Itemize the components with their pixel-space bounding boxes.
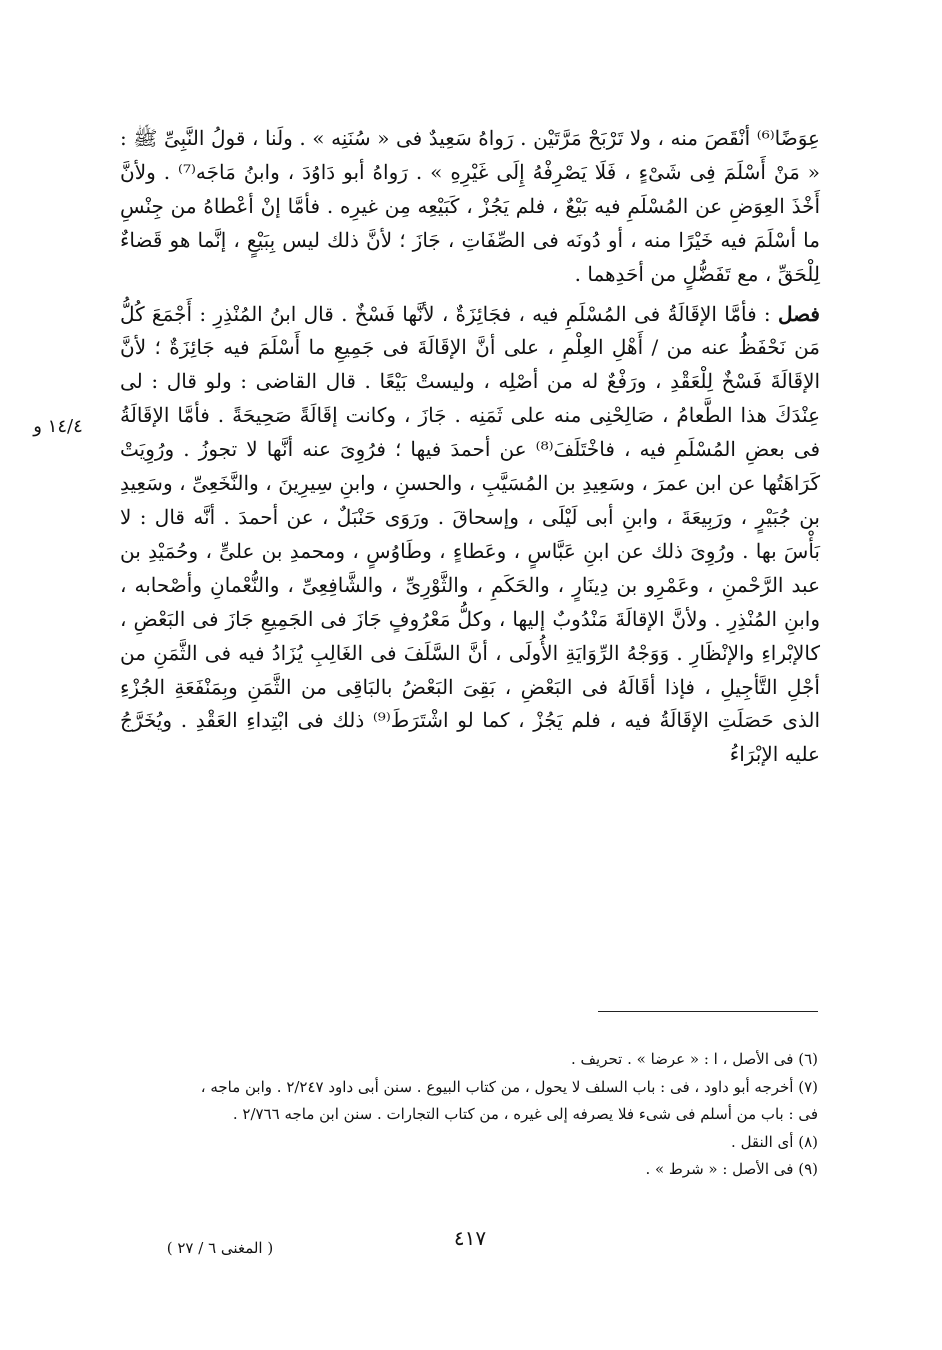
footnote-separator	[598, 1011, 818, 1012]
section-heading: فصل	[777, 301, 820, 326]
footnote: (٨) أى النقل .	[731, 1132, 818, 1151]
text-line: عنه أنَّها لا تجوزُ . ورُوِيَتْ كَرَاهَتُها عن ابن عمرَ ، وسَعِيدِ بن المُسَيَّبِ ، والحسنِ ،	[120, 437, 820, 496]
paragraph-fasl	[120, 298, 820, 773]
text-line: ﷺ : « مَنْ أَسْلَمَ فِى شَىْءٍ ، فَلَا يَصْرِفْهُ إِلَى غَيْرِهِ » . رَواهُ أبو دَاوُدَ ، وابنُ	[120, 126, 820, 184]
text-line: أَجْمَعَ كُلُّ مَن نَحْفَظُ عنه من / أَهْلِ العِلْمِ ، على أنَّ الإقَالَةَ فى جَمِيعِ ما أَسْلَمَ فيه	[120, 301, 821, 360]
text-line: والحَكَمِ ، والثَّوْرِىِّ ، والشَّافِعِىِّ ، والنُّعْمانِ وأصْحابه ، وابنِ المُنْذِرِ . ولأنَّ الإقالَةَ	[120, 572, 821, 631]
text-line: مَنْدُوبٌ إليها ، وكلُّ مَعْرُوفٍ جَازَ فى الجَمِيعِ جَازَ فى البَعْضِ ، كالإبْراءِ والإنْظَارِ .	[120, 606, 820, 665]
page-number: ٤١٧	[453, 1226, 487, 1250]
main-text	[120, 122, 820, 772]
paragraph-1	[120, 122, 820, 292]
footnote: فى : باب من أسلم فى شىء فلا يصرفه إلى غيره ، من كتاب التجارات . سنن ابن ماجه ٢/٧٦٦ .	[232, 1105, 818, 1123]
text-line: وَوَجْهُ الرِّوَايَةِ الأُولَى ، أنَّ السَّلَفَ فى الغَالِبِ يُزَادُ فيه فى الثَّمَنِ من أجْلِ التَّأجِيلِ ، فإذا	[120, 640, 820, 699]
text-line: وعَطاءٍ ، وطَاوُسٍ ، ومحمدِ بن علىٍّ ، وحُمَيْدِ بن عبد الرَّحْمنِ ، وعَمْرِو بن دِينَارٍ ،	[120, 538, 820, 597]
margin-reference: ١٤/٤ و	[33, 416, 83, 437]
footnotes	[132, 1046, 818, 1184]
text-line: وابنِ سِيرِينَ ، والنَّخَعِىِّ ، وسَعِيدِ بن جُبَيْرٍ ، ورَبِيعَةَ ، وابنِ أبى لَيْلَى ، وإسحاقَ .	[120, 471, 821, 529]
text-line: : فأمَّا الإقَالَةُ فى المُسْلَمِ فيه ، فجَائِزَةٌ ، لأنَّها فَسْخٌ . قال ابنُ المُنْذِرِ :	[199, 301, 778, 326]
text-line: فيه ، فلم يَجُزْ ، كما لو اشْتَرَطَ⁽⁹⁾ ذلك فى ابْتِداءِ العَقْدِ . ويُخَرَّجُ عليه الإبْرَاءُ	[120, 708, 820, 767]
footnote: (٩) فى الأصل : « شرط » .	[645, 1160, 818, 1178]
text-line: صَحِيحَةً . فأمَّا الإقَالَةُ فى بعضِ المُسْلَمِ فيه ، فاخْتَلَفَ⁽⁸⁾ عن أحمدَ فيها ؛ فرُوِىَ	[120, 403, 821, 462]
text-line: فأمَّا إنْ أعْطاهُ من جِنْسِ ما أسْلَمَ فيه خَيْرًا منه ، أو دُونَه فى الصِّفَاتِ ، جَازَ ؛ لأنَّ	[120, 193, 820, 252]
text-line: مَاجَه⁽⁷⁾ . ولأنَّ أَخْذَ العِوَضِ عن المُسْلَمِ فيه بَيْعٌ ، فلم يَجُزْ ، كَبَيْعِه مِن غيرِه .	[120, 159, 821, 218]
text-line: ورَوَى حَنْبَلٌ ، عن أحمدَ . أنَّه قال : لا بَأْسَ بها . ورُوِىَ ذلك عن ابنِ عَبَّاسٍ ،	[120, 504, 820, 563]
text-line: جَائِزَةٌ ؛ لأنَّ الإقَالَةَ فَسْخٌ لِلْعَقْدِ ، ورَفْعٌ له من أصْلِه ، وليستْ بَيْعًا . قال القاضى :	[120, 335, 821, 394]
text-line: ذلك ليس بِبَيْعٍ ، إنَّما هو قَضاءٌ لِلْحَقِّ ، مع تَفَضُّلٍ من أحَدِهما .	[120, 227, 820, 286]
text-line: أقَالَهُ فى البَعْضِ ، بَقِىَ البَعْضُ بالبَاقِى من الثَّمَنِ وبِمَنْفَعَةِ الجُزْءِ الذى حَصَلَتِ الإقَالَةُ	[120, 674, 821, 733]
footnote: (٧) أخرجه أبو داود ، فى : باب السلف لا يحول ، من كتاب البيوع . سنن أبى داود ٢/٢٤٧ . وابن ماجه ،	[200, 1077, 818, 1096]
text-line: عِوَضًا⁽⁶⁾ أنْقَصَ منه ، ولا تَرْبَحْ مَرَّتَيْن . رَواهُ سَعِيدٌ فى « سُنَنِه » . ولَنا ، قولُ النَّبِىِّ	[164, 126, 820, 150]
volume-signature: ( المغنى ٦ / ٢٧ )	[166, 1239, 274, 1257]
text-line: ولو قال : لى عِنْدَكَ هذا الطَّعامُ ، صَالِحْنِى منه على ثَمَنِه . جَازَ ، وكانت إقَالَةً	[120, 369, 821, 428]
footnote: (٦) فى الأصل ، ا : « عرضا » . تحريف .	[570, 1050, 818, 1068]
